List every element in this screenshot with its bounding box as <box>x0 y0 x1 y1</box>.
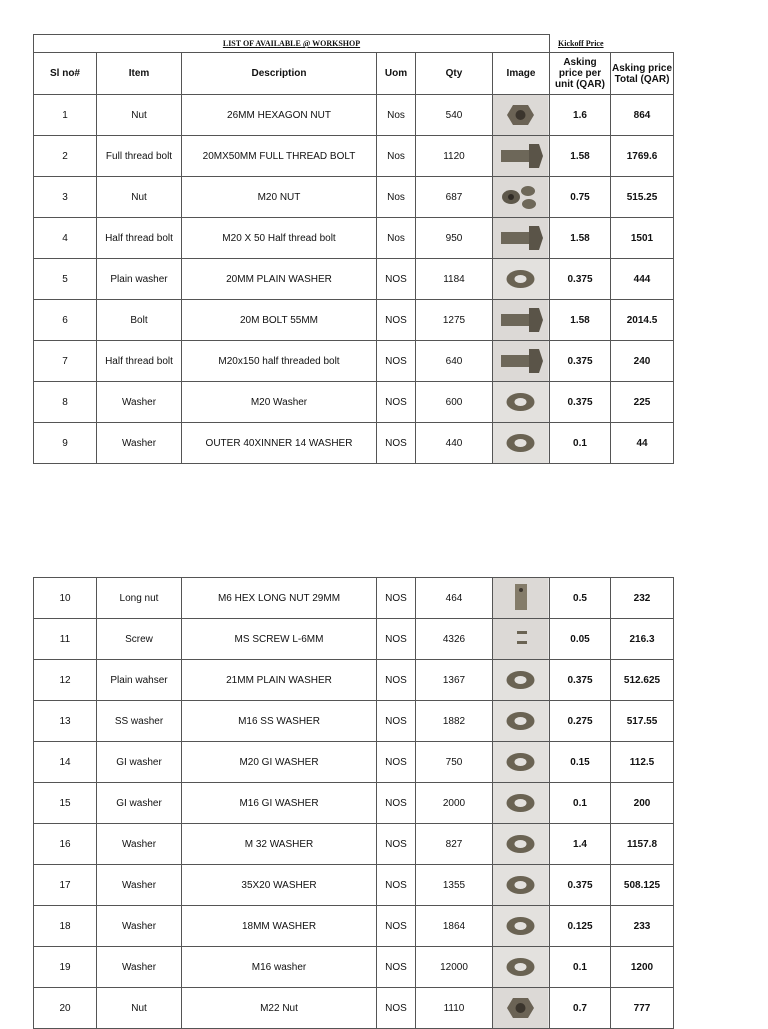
cell-description: 20MX50MM FULL THREAD BOLT <box>182 136 377 177</box>
cell-qty: 12000 <box>416 947 493 988</box>
cell-qty: 1355 <box>416 865 493 906</box>
cell-sl: 16 <box>34 824 97 865</box>
parts-table-1 <box>33 34 674 464</box>
cell-item: Nut <box>97 988 182 1029</box>
cell-sl: 1 <box>34 95 97 136</box>
cell-uom: Nos <box>377 136 416 177</box>
table-row <box>34 660 674 701</box>
table-row <box>34 95 674 136</box>
cell-unit-price: 0.75 <box>550 177 611 218</box>
table-row <box>34 300 674 341</box>
cell-description: 21MM PLAIN WASHER <box>182 660 377 701</box>
cell-qty: 750 <box>416 742 493 783</box>
cell-item: Washer <box>97 824 182 865</box>
cell-sl: 6 <box>34 300 97 341</box>
cell-image <box>493 423 550 464</box>
cell-qty: 1367 <box>416 660 493 701</box>
bolt-icon <box>493 218 548 258</box>
cell-sl: 9 <box>34 423 97 464</box>
cell-image <box>493 824 550 865</box>
cell-unit-price: 0.275 <box>550 701 611 742</box>
washer-icon <box>493 947 548 987</box>
table-row <box>34 423 674 464</box>
cell-total-price: 216.3 <box>611 619 674 660</box>
nuts-icon <box>493 177 548 217</box>
washer-icon <box>493 824 548 864</box>
cell-image <box>493 701 550 742</box>
col-unit-price: Asking price per unit (QAR) <box>550 53 611 95</box>
cell-description: M16 GI WASHER <box>182 783 377 824</box>
cell-image <box>493 906 550 947</box>
washer-icon <box>493 783 548 823</box>
cell-qty: 1110 <box>416 988 493 1029</box>
cell-description: M22 Nut <box>182 988 377 1029</box>
cell-uom: NOS <box>377 423 416 464</box>
cell-sl: 17 <box>34 865 97 906</box>
washer-icon <box>493 701 548 741</box>
cell-total-price: 44 <box>611 423 674 464</box>
washer-icon <box>493 660 548 700</box>
col-total-price: Asking price Total (QAR) <box>611 53 674 95</box>
cell-unit-price: 0.375 <box>550 865 611 906</box>
cell-image <box>493 988 550 1029</box>
cell-uom: NOS <box>377 824 416 865</box>
cell-item: GI washer <box>97 783 182 824</box>
cell-item: Bolt <box>97 300 182 341</box>
cell-unit-price: 1.58 <box>550 218 611 259</box>
cell-image <box>493 95 550 136</box>
table-row <box>34 259 674 300</box>
table-row <box>34 701 674 742</box>
table-row <box>34 136 674 177</box>
cell-unit-price: 0.375 <box>550 341 611 382</box>
table-row <box>34 578 674 619</box>
bolt-icon <box>493 136 548 176</box>
cell-total-price: 2014.5 <box>611 300 674 341</box>
cell-item: Washer <box>97 865 182 906</box>
cell-total-price: 1769.6 <box>611 136 674 177</box>
table-row <box>34 341 674 382</box>
cell-qty: 687 <box>416 177 493 218</box>
col-qty: Qty <box>416 53 493 95</box>
cell-unit-price: 0.375 <box>550 382 611 423</box>
cell-item: Washer <box>97 947 182 988</box>
cell-total-price: 225 <box>611 382 674 423</box>
cell-qty: 1882 <box>416 701 493 742</box>
cell-description: M20x150 half threaded bolt <box>182 341 377 382</box>
cell-sl: 3 <box>34 177 97 218</box>
cell-image <box>493 947 550 988</box>
washer-icon <box>493 382 548 422</box>
cell-description: 20M BOLT 55MM <box>182 300 377 341</box>
cell-sl: 18 <box>34 906 97 947</box>
cell-uom: NOS <box>377 865 416 906</box>
cell-qty: 1184 <box>416 259 493 300</box>
table-row <box>34 865 674 906</box>
cell-qty: 4326 <box>416 619 493 660</box>
cell-sl: 4 <box>34 218 97 259</box>
cell-qty: 464 <box>416 578 493 619</box>
cell-unit-price: 0.5 <box>550 578 611 619</box>
cell-sl: 5 <box>34 259 97 300</box>
cell-uom: Nos <box>377 218 416 259</box>
cell-uom: NOS <box>377 341 416 382</box>
cell-description: 18MM WASHER <box>182 906 377 947</box>
cell-unit-price: 1.58 <box>550 300 611 341</box>
cell-qty: 1864 <box>416 906 493 947</box>
cell-unit-price: 0.375 <box>550 660 611 701</box>
cell-item: Plain wahser <box>97 660 182 701</box>
cell-qty: 540 <box>416 95 493 136</box>
cell-total-price: 512.625 <box>611 660 674 701</box>
col-sl: Sl no# <box>34 53 97 95</box>
cell-uom: Nos <box>377 95 416 136</box>
cell-description: OUTER 40XINNER 14 WASHER <box>182 423 377 464</box>
cell-sl: 8 <box>34 382 97 423</box>
cell-unit-price: 0.375 <box>550 259 611 300</box>
col-image: Image <box>493 53 550 95</box>
table-row <box>34 906 674 947</box>
washer-icon <box>493 865 548 905</box>
cell-item: Washer <box>97 906 182 947</box>
cell-uom: NOS <box>377 259 416 300</box>
cell-uom: NOS <box>377 783 416 824</box>
cell-total-price: 517.55 <box>611 701 674 742</box>
cell-description: M20 NUT <box>182 177 377 218</box>
cell-unit-price: 0.125 <box>550 906 611 947</box>
cell-uom: NOS <box>377 742 416 783</box>
cell-item: SS washer <box>97 701 182 742</box>
table-row <box>34 824 674 865</box>
cell-item: Washer <box>97 382 182 423</box>
cell-qty: 827 <box>416 824 493 865</box>
cell-uom: NOS <box>377 382 416 423</box>
cell-image <box>493 783 550 824</box>
washer-icon <box>493 423 548 463</box>
cell-unit-price: 0.1 <box>550 423 611 464</box>
cell-qty: 950 <box>416 218 493 259</box>
cell-description: M20 X 50 Half thread bolt <box>182 218 377 259</box>
cell-qty: 600 <box>416 382 493 423</box>
cell-image <box>493 341 550 382</box>
cell-image <box>493 136 550 177</box>
col-description: Description <box>182 53 377 95</box>
cell-unit-price: 1.58 <box>550 136 611 177</box>
cell-image <box>493 619 550 660</box>
cell-uom: NOS <box>377 660 416 701</box>
cell-sl: 13 <box>34 701 97 742</box>
table-row <box>34 177 674 218</box>
cell-description: M20 Washer <box>182 382 377 423</box>
bolt-icon <box>493 300 548 340</box>
cell-item: Half thread bolt <box>97 218 182 259</box>
cell-sl: 14 <box>34 742 97 783</box>
table-row <box>34 988 674 1029</box>
cell-total-price: 200 <box>611 783 674 824</box>
cell-total-price: 1501 <box>611 218 674 259</box>
cell-qty: 2000 <box>416 783 493 824</box>
bolt-icon <box>493 341 548 381</box>
cell-sl: 10 <box>34 578 97 619</box>
cell-item: Full thread bolt <box>97 136 182 177</box>
cell-image <box>493 218 550 259</box>
cell-description: M20 GI WASHER <box>182 742 377 783</box>
cell-uom: NOS <box>377 300 416 341</box>
table-row <box>34 742 674 783</box>
cell-item: Half thread bolt <box>97 341 182 382</box>
cell-uom: NOS <box>377 906 416 947</box>
table-title: LIST OF AVAILABLE @ WORKSHOP <box>34 35 550 53</box>
cell-item: Washer <box>97 423 182 464</box>
cell-qty: 1275 <box>416 300 493 341</box>
screw-icon <box>493 619 548 659</box>
cell-total-price: 232 <box>611 578 674 619</box>
table-row <box>34 619 674 660</box>
cell-item: Nut <box>97 95 182 136</box>
cell-uom: NOS <box>377 578 416 619</box>
cell-image <box>493 177 550 218</box>
cell-unit-price: 0.1 <box>550 947 611 988</box>
cell-sl: 7 <box>34 341 97 382</box>
cell-uom: NOS <box>377 701 416 742</box>
cell-uom: NOS <box>377 947 416 988</box>
cell-unit-price: 0.7 <box>550 988 611 1029</box>
cell-total-price: 112.5 <box>611 742 674 783</box>
col-uom: Uom <box>377 53 416 95</box>
cell-item: Nut <box>97 177 182 218</box>
cell-qty: 440 <box>416 423 493 464</box>
cell-total-price: 233 <box>611 906 674 947</box>
cell-description: M6 HEX LONG NUT 29MM <box>182 578 377 619</box>
cell-image <box>493 865 550 906</box>
cell-image <box>493 382 550 423</box>
table-row <box>34 382 674 423</box>
cell-sl: 15 <box>34 783 97 824</box>
cell-unit-price: 1.6 <box>550 95 611 136</box>
cell-sl: 20 <box>34 988 97 1029</box>
cell-unit-price: 0.1 <box>550 783 611 824</box>
table-row <box>34 783 674 824</box>
table-row <box>34 218 674 259</box>
cell-item: Long nut <box>97 578 182 619</box>
cell-description: M16 washer <box>182 947 377 988</box>
cell-total-price: 864 <box>611 95 674 136</box>
cell-sl: 12 <box>34 660 97 701</box>
hex-nut-icon <box>493 95 548 135</box>
cell-total-price: 444 <box>611 259 674 300</box>
cell-description: M16 SS WASHER <box>182 701 377 742</box>
cell-total-price: 1157.8 <box>611 824 674 865</box>
hex-nut-icon <box>493 988 548 1028</box>
cell-total-price: 1200 <box>611 947 674 988</box>
cell-unit-price: 1.4 <box>550 824 611 865</box>
cell-item: Screw <box>97 619 182 660</box>
washer-icon <box>493 742 548 782</box>
cell-total-price: 515.25 <box>611 177 674 218</box>
cell-description: 35X20 WASHER <box>182 865 377 906</box>
cell-item: Plain washer <box>97 259 182 300</box>
cell-qty: 640 <box>416 341 493 382</box>
cell-sl: 19 <box>34 947 97 988</box>
cell-image <box>493 742 550 783</box>
cell-description: 20MM PLAIN WASHER <box>182 259 377 300</box>
cell-total-price: 240 <box>611 341 674 382</box>
washer-icon <box>493 906 548 946</box>
cell-qty: 1120 <box>416 136 493 177</box>
cell-uom: NOS <box>377 988 416 1029</box>
cell-uom: NOS <box>377 619 416 660</box>
cell-sl: 11 <box>34 619 97 660</box>
cell-unit-price: 0.15 <box>550 742 611 783</box>
washer-icon <box>493 259 548 299</box>
cell-unit-price: 0.05 <box>550 619 611 660</box>
cell-image <box>493 660 550 701</box>
cell-image <box>493 259 550 300</box>
col-item: Item <box>97 53 182 95</box>
table-row <box>34 947 674 988</box>
cell-item: GI washer <box>97 742 182 783</box>
cell-description: MS SCREW L-6MM <box>182 619 377 660</box>
cell-total-price: 777 <box>611 988 674 1029</box>
long-nut-icon <box>493 578 548 618</box>
cell-sl: 2 <box>34 136 97 177</box>
cell-image <box>493 300 550 341</box>
cell-uom: Nos <box>377 177 416 218</box>
cell-description: M 32 WASHER <box>182 824 377 865</box>
cell-image <box>493 578 550 619</box>
kickoff-price-label: Kickoff Price <box>558 38 604 48</box>
cell-description: 26MM HEXAGON NUT <box>182 95 377 136</box>
cell-total-price: 508.125 <box>611 865 674 906</box>
parts-table-2 <box>33 577 674 1029</box>
